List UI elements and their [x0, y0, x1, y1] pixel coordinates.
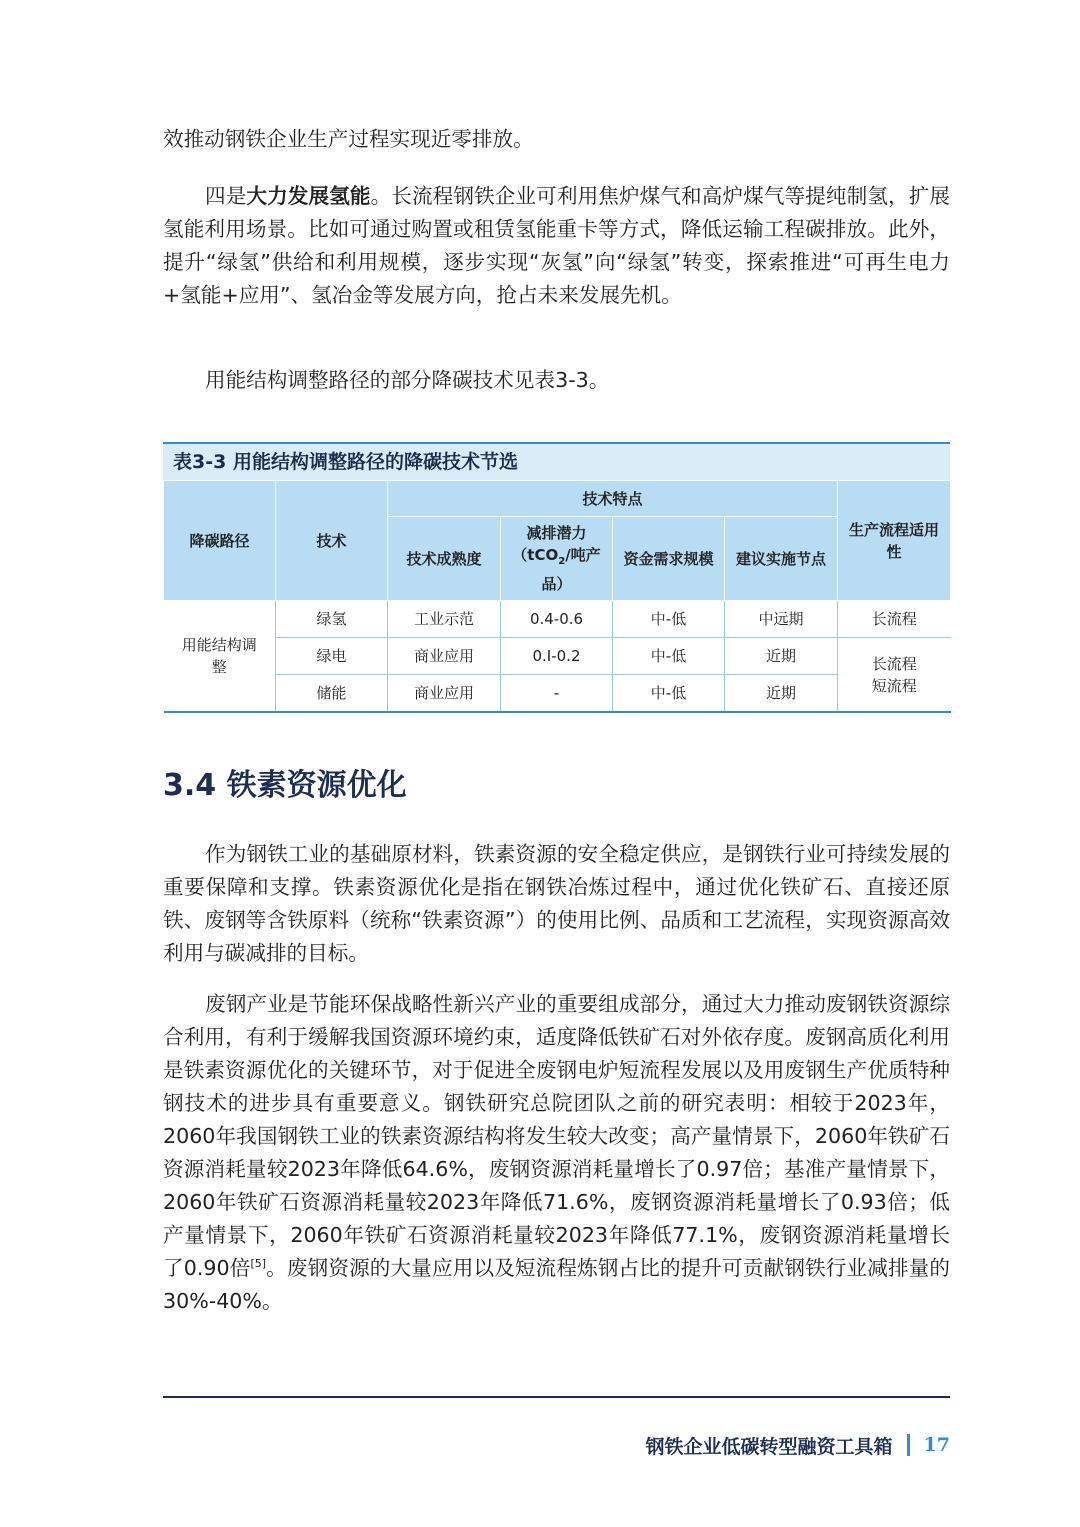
paragraph-scrap-steel	[163, 988, 950, 1318]
page-number: 17	[923, 1434, 950, 1456]
cell-path: 用能结构调整	[164, 601, 276, 713]
cell-timing: 中远期	[725, 601, 838, 638]
footer-separator	[907, 1434, 910, 1456]
cell-potential: -	[501, 675, 613, 713]
header-applicability: 生产流程适用性	[838, 481, 951, 601]
cell-tech: 绿氢	[276, 601, 388, 638]
cell-capital: 中-低	[613, 675, 725, 713]
paragraph-table-ref: 用能结构调整路径的部分降碳技术见表3-3。	[205, 368, 610, 392]
table-caption: 表3-3 用能结构调整路径的降碳技术节选	[163, 442, 950, 480]
header-capital: 资金需求规模	[613, 517, 725, 601]
cell-maturity: 商业应用	[388, 675, 501, 713]
cell-potential: 0.I-0.2	[501, 638, 613, 675]
cell-maturity: 工业示范	[388, 601, 501, 638]
header-potential-sub: 2	[558, 556, 566, 567]
footer-title: 钢铁企业低碳转型融资工具箱	[645, 1435, 893, 1458]
footer-divider	[163, 1396, 950, 1398]
paragraph-hydrogen-body: 。长流程钢铁企业可利用焦炉煤气和高炉煤气等提纯制氢，扩展氢能利用场景。比如可通过购置或租赁氢能重卡等方式，降低运输工程碳排放。此外，提升“绿氢”供给和利用规模，逐步实现“灰氢”向“绿氢”转变，探索推进“可再生电力+氢能+应用”、氢冶金等发展方向，抢占未来发展先机。	[163, 184, 951, 307]
cell-capital: 中-低	[613, 601, 725, 638]
header-maturity: 技术成熟度	[388, 517, 501, 601]
paragraph-iron-resources: 作为钢铁工业的基础原材料，铁素资源的安全稳定供应，是钢铁行业可持续发展的重要保障和支撑。铁素资源优化是指在钢铁冶炼过程中，通过优化铁矿石、直接还原铁、废钢等含铁原料（统称“铁素资源”）的使用比例、品质和工艺流程，实现资源高效利用与碳减排的目标。	[163, 842, 950, 965]
table-3-3	[163, 442, 950, 713]
table-row	[164, 638, 951, 675]
header-potential-line2-post: /吨产	[565, 546, 601, 564]
cell-capital: 中-低	[613, 638, 725, 675]
cell-applicability-line2: 短流程	[871, 676, 917, 695]
paragraph-hydrogen-lead: 四是	[205, 184, 247, 208]
cell-timing: 近期	[725, 675, 838, 713]
cell-potential: 0.4-0.6	[501, 601, 613, 638]
header-potential	[501, 517, 613, 601]
paragraph-hydrogen	[163, 180, 950, 312]
paragraph-intro-tail: 效推动钢铁企业生产过程实现近零排放。	[163, 127, 534, 151]
header-potential-line3: 品）	[541, 575, 572, 593]
tech-table	[163, 480, 951, 713]
citation-ref[interactable]: [5]	[250, 1257, 267, 1271]
header-tech: 技术	[276, 481, 388, 601]
footer	[646, 1430, 950, 1460]
header-potential-line1: 减排潜力	[526, 524, 587, 542]
table-row	[164, 601, 951, 638]
cell-maturity: 商业应用	[388, 638, 501, 675]
cell-applicability-merged	[838, 638, 951, 713]
paragraph-scrap-steel-end: 。废钢资源的大量应用以及短流程炼钢占比的提升可贡献钢铁行业减排量的30%-40%。	[163, 1256, 951, 1313]
header-features: 技术特点	[388, 481, 838, 517]
paragraph-hydrogen-bold: 大力发展氢能	[246, 184, 371, 208]
table-row	[164, 675, 951, 713]
section-title: 3.4 铁素资源优化	[163, 768, 407, 803]
cell-tech: 绿电	[276, 638, 388, 675]
header-timing: 建议实施节点	[725, 517, 838, 601]
cell-applicability: 长流程	[838, 601, 951, 638]
cell-tech: 储能	[276, 675, 388, 713]
cell-timing: 近期	[725, 638, 838, 675]
paragraph-scrap-steel-body: 废钢产业是节能环保战略性新兴产业的重要组成部分，通过大力推动废钢铁资源综合利用，有利于缓解我国资源环境约束，适度降低铁矿石对外依存度。废钢高质化利用是铁素资源优化的关键环节，对于促进全废钢电炉短流程发展以及用废钢生产优质特种钢技术的进步具有重要意义。钢铁研究总院团队之前的研究表明：相较于2023年，2060年我国钢铁工业的铁素资源结构将发生较大改变；高产量情景下，2060年铁矿石资源消耗量较2023年降低64.6%，废钢资源消耗量增长了0.97倍；基准产量情景下，2060年铁矿石资源消耗量较2023年降低71.6%，废钢资源消耗量增长了0.93倍；低产量情景下，2060年铁矿石资源消耗量较2023年降低77.1%，废钢资源消耗量增长了0.90倍	[163, 992, 950, 1280]
header-potential-line2-pre: （tCO	[512, 546, 559, 564]
cell-applicability-line1: 长流程	[871, 654, 917, 673]
header-path: 降碳路径	[164, 481, 276, 601]
